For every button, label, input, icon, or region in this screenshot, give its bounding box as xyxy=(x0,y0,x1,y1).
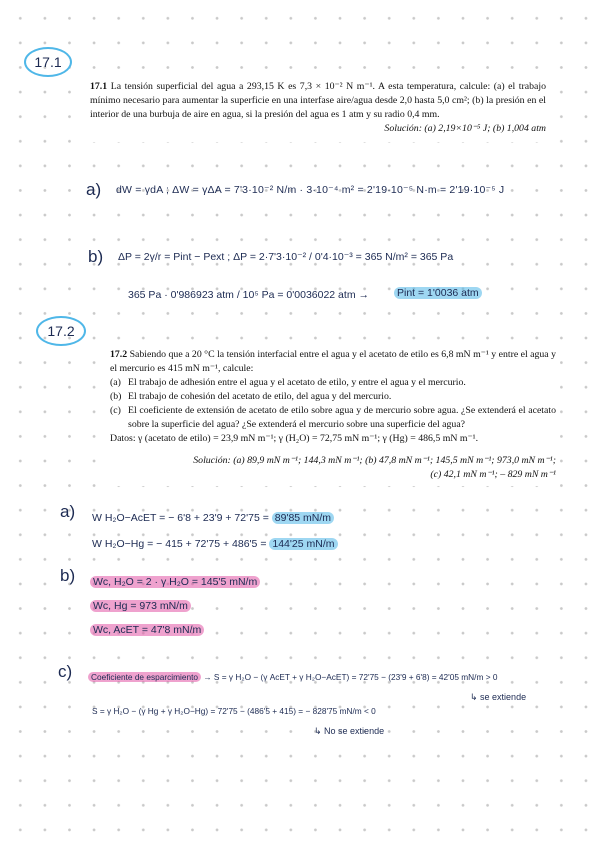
list-item: (b) El trabajo de cohesión del acetato de etilo, del agua y del mercurio. xyxy=(110,391,392,402)
work-1-b-line2: 365 Pa · 0'986923 atm / 10⁵ Pa = 0'0036022 atm → xyxy=(128,289,369,301)
work-1-b-result xyxy=(394,287,482,299)
work-2-b3: Wc, AcET = 47'8 mN/m xyxy=(90,624,204,636)
problem-17-1-statement xyxy=(84,76,552,142)
work-2-c1-highlight: Coeficiente de esparcimiento xyxy=(88,672,201,682)
problem-17-2-intro xyxy=(110,348,556,376)
work-2-a1-lhs: W H₂O−AcET = − 6'8 + 23'9 + 72'75 = xyxy=(92,512,269,524)
problem-number: 17.2 xyxy=(110,349,128,360)
work-1-b-line1: ΔP = 2γ/r = Pint − Pext ; ΔP = 2·7'3·10⁻² / 0'4·10⁻³ = 365 N/m² = 365 Pa xyxy=(118,251,454,263)
work-2-a-line1 xyxy=(92,512,334,524)
work-2-c-line2: S = γ H₂O − (γ Hg + γ H₂O−Hg) = 72'75 − (486'5 + 415) = − 828'75 mN/m < 0 xyxy=(92,706,376,716)
work-2-c2-note: ↳ No se extiende xyxy=(314,726,385,736)
work-2-a2-result: 144'25 mN/m xyxy=(269,538,337,550)
problem-intro: Sabiendo que a 20 °C la tensión interfacial entre el agua y el acetato de etilo es 6,8 mN m⁻¹ y entre el agua y el mercurio es 415 mN m⁻¹, calcule: xyxy=(110,349,556,374)
work-1-a-line: dW = γdA ; ΔW = γΔA = 7'3·10⁻² N/m · 3·10⁻⁴ m² = 2'19·10⁻⁵ N·m = 2'19·10⁻⁵ J xyxy=(116,184,505,196)
work-2-b-line1 xyxy=(90,576,260,588)
problem-tag-label: 17.1 xyxy=(34,54,62,70)
work-2-b2: Wc, Hg = 973 mN/m xyxy=(90,600,191,612)
problem-tag-label: 17.2 xyxy=(47,323,75,339)
work-2-c-label: c) xyxy=(58,662,73,681)
work-2-a2-lhs: W H₂O−Hg = − 415 + 72'75 + 486'5 = xyxy=(92,538,267,550)
problem-tag-17-1 xyxy=(24,47,72,77)
work-1-a-label: a) xyxy=(86,180,102,199)
work-2-b-label: b) xyxy=(60,566,76,585)
list-item: (a) El trabajo de adhesión entre el agua y el acetato de etilo, y entre el agua y el mercurio. xyxy=(110,377,466,388)
work-2-a-label: a) xyxy=(60,502,76,521)
work-2-c-line1 xyxy=(88,672,497,682)
work-1-b-result-highlight: Pint = 1'0036 atm xyxy=(394,287,482,299)
work-2-b1: Wc, H₂O = 2 · γ H₂O = 145'5 mN/m xyxy=(90,576,260,588)
work-2-c1-rest: → S = γ H₂O − (γ AcET + γ H₂O−AcET) = 72'75 − (23'9 + 6'8) = 42'05 mN/m > 0 xyxy=(203,672,498,682)
problem-17-2-items xyxy=(110,376,556,432)
problem-17-1-solution: Solución: (a) 2,19×10⁻⁵ J; (b) 1,004 atm xyxy=(384,123,546,134)
work-2-a1-result: 89'85 mN/m xyxy=(272,512,334,524)
work-2-b-line3 xyxy=(90,624,204,636)
problem-17-2-data: Datos: γ (acetato de etilo) = 23,9 mN m⁻¹; γ (H₂O) = 72,75 mN m⁻¹; γ (Hg) = 486,5 mN m⁻¹. xyxy=(110,433,479,444)
list-item: (c) El coeficiente de extensión de acetato de etilo sobre agua y de mercurio sobre agua. ¿Se extenderá el acetato sobre la superficie del agua? ¿Se extenderá el mercurio sobre una superficie del agua? xyxy=(110,405,556,430)
problem-number: 17.1 xyxy=(90,81,108,92)
work-2-b-line2 xyxy=(90,600,191,612)
problem-tag-17-2 xyxy=(36,316,86,346)
work-1-b-label: b) xyxy=(88,247,104,266)
problem-17-2-solution-1: Solución: (a) 89,9 mN m⁻¹; 144,3 mN m⁻¹; (b) 47,8 mN m⁻¹; 145,5 mN m⁻¹; 973,0 mN m⁻¹; xyxy=(193,455,556,466)
problem-text: La tensión superficial del agua a 293,15 K es 7,3 × 10⁻² N m⁻¹. A esta temperatura, calcule: (a) el trabajo mínimo necesario para aumentar la superficie en una interfase aire/agua desde 2,0 hasta 5,0 cm²; (b) la presión en el interior de una burbuja de aire en agua, si la presión del agua es 1 atm y su radio 0,4 mm. xyxy=(90,81,547,120)
problem-17-2-statement xyxy=(104,344,560,486)
problem-17-2-solution-2: (c) 42,1 mN m⁻¹; – 829 mN m⁻¹ xyxy=(430,469,556,480)
problem-17-1-text xyxy=(90,80,546,122)
work-2-a-line2 xyxy=(92,538,338,550)
work-2-c1-note: ↳ se extiende xyxy=(470,692,527,702)
